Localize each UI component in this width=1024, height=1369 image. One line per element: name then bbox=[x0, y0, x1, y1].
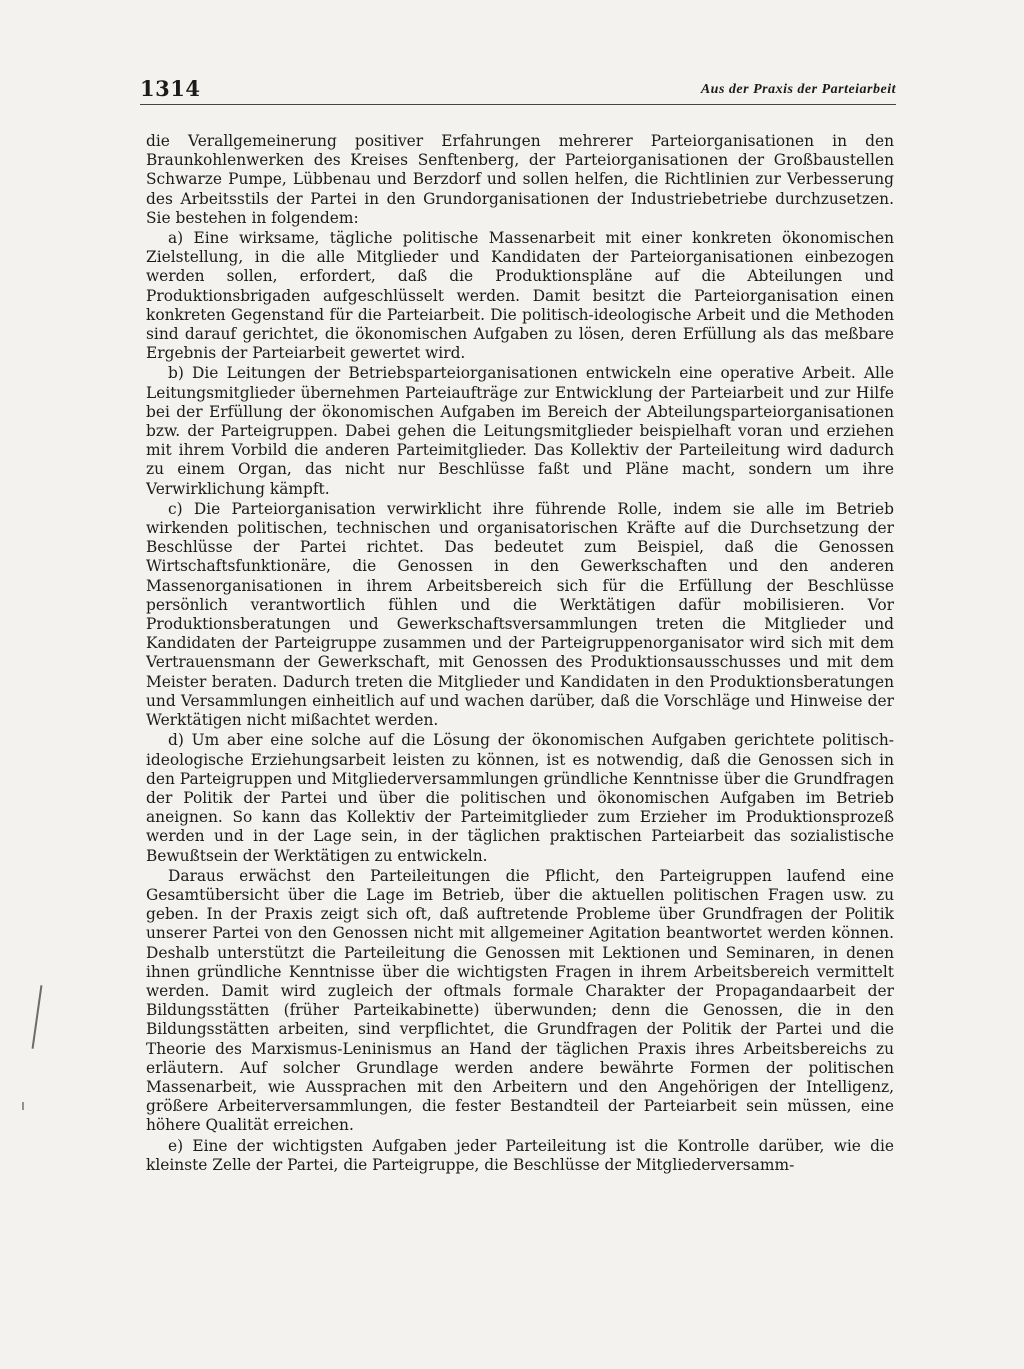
paragraph-d: d) Um aber eine solche auf die Lösung der ökonomischen Aufgaben gerichtete politisch-ideologische Erziehungsarbeit leisten zu können, ist es notwendig, daß die Genossen sich in den Parteigruppen und Mitgliederversammlungen gründliche Kenntnisse über die Grundfragen der Politik der Partei und über die politischen und ökonomischen Aufgaben im Betrieb aneignen. So kann das Kollektiv der Parteimitglieder zum Erzieher im Produktionsprozeß werden und in der Lage sein, in der täglichen praktischen Parteiarbeit das sozialistische Bewußtsein der Werktätigen zu entwickeln. bbox=[146, 731, 894, 865]
paragraph-daraus: Daraus erwächst den Parteileitungen die Pflicht, den Parteigruppen laufend eine Gesamtübersicht über die Lage im Betrieb, über die aktuellen politischen Fragen usw. zu geben. In der Praxis zeigt sich oft, daß auftretende Probleme über Grundfragen der Politik unserer Partei von den Genossen nicht mit allgemeiner Agitation beantwortet werden können. Deshalb unterstützt die Parteileitung die Genossen mit Lektionen und Seminaren, in denen ihnen gründliche Kenntnisse über die wichtigsten Fragen in ihrem Arbeitsbereich vermittelt werden. Damit wird zugleich der oftmals formale Charakter der Propagandaarbeit der Bildungsstätten (früher Parteikabinette) überwunden; denn die Genossen, die in den Bildungsstätten arbeiten, sind verpflichtet, die Grundfragen der Politik der Partei und die Theorie des Marxismus-Leninismus an Hand der täglichen Praxis ihres Arbeitsbereichs zu erläutern. Auf solcher Grundlage werden andere bewährte Formen der politischen Massenarbeit, wie Aussprachen mit den Arbeitern und den Angehörigen der Intelligenz, größere Arbeiterversammlungen, die fester Bestandteil der Parteiarbeit sein müssen, eine höhere Qualität erreichen. bbox=[146, 866, 894, 1135]
paragraph-e: e) Eine der wichtigsten Aufgaben jeder Parteileitung ist die Kontrolle darüber, wie die kleinste Zelle der Partei, die Parteigruppe, die Beschlüsse der Mitgliederversamm- bbox=[146, 1136, 894, 1174]
running-header: Aus der Praxis der Parteiarbeit bbox=[700, 82, 896, 97]
margin-scan-mark bbox=[32, 985, 43, 1049]
paragraph-a: a) Eine wirksame, tägliche politische Massenarbeit mit einer konkreten ökonomischen Zielstellung, in die alle Mitglieder und Kandidaten der Parteiorganisationen einbezogen werden sollen, erfordert, daß die Produktionspläne auf die Abteilungen und Produktionsbrigaden aufgeschlüsselt werden. Damit besitzt die Parteiorganisation einen konkreten Gegenstand für die Parteiarbeit. Die politisch-ideologische Arbeit und die Methoden sind darauf gerichtet, die ökonomischen Aufgaben zu lösen, deren Erfüllung als das meßbare Ergebnis der Parteiarbeit gewertet wird. bbox=[146, 229, 894, 363]
page-number: 1314 bbox=[140, 76, 201, 101]
margin-scan-mark bbox=[22, 1102, 24, 1110]
paragraph-intro: die Verallgemeinerung positiver Erfahrungen mehrerer Parteiorganisationen in den Braunkohlenwerken des Kreises Senftenberg, der Parteiorganisationen der Großbaustellen Schwarze Pumpe, Lübbenau und Berzdorf und sollen helfen, die Richtlinien zur Verbesserung des Arbeitsstils der Partei in den Grundorganisationen der Industriebetriebe durchzusetzen. Sie bestehen in folgendem: bbox=[146, 132, 894, 227]
paragraph-b: b) Die Leitungen der Betriebsparteiorganisationen entwickeln eine operative Arbeit. Alle Leitungsmitglieder übernehmen Parteiaufträge zur Entwicklung der Parteiarbeit und zur Hilfe bei der Erfüllung der ökonomischen Aufgaben im Bereich der Abteilungsparteiorganisationen bzw. der Parteigruppen. Dabei gehen die Leitungsmitglieder beispielhaft voran und erziehen mit ihrem Vorbild die anderen Parteimitglieder. Das Kollektiv der Parteileitung wird dadurch zu einem Organ, das nicht nur Beschlüsse faßt und Pläne macht, sondern um ihre Verwirklichung kämpft. bbox=[146, 364, 894, 498]
paragraph-c: c) Die Parteiorganisation verwirklicht ihre führende Rolle, indem sie alle im Betrieb wirkenden politischen, technischen und organisatorischen Kräfte auf die Durchsetzung der Beschlüsse der Partei richtet. Das bedeutet zum Beispiel, daß die Genossen Wirtschaftsfunktionäre, die Genossen in den Gewerkschaften und den anderen Massenorganisationen in ihrem Arbeitsbereich sich für die Erfüllung der Beschlüsse persönlich verantwortlich fühlen und die Werktätigen dafür mobilisieren. Vor Produktionsberatungen und Gewerkschaftsversammlungen treten die Mitglieder und Kandidaten der Parteigruppe zusammen und der Parteigruppenorganisator wird sich mit dem Vertrauensmann der Gewerkschaft, mit Genossen des Produktionsausschusses und mit dem Meister beraten. Dadurch treten die Mitglieder und Kandidaten in den Produktionsberatungen und Versammlungen einheitlich auf und wachen darüber, daß die Vorschläge und Hinweise der Werktätigen nicht mißachtet werden. bbox=[146, 499, 894, 730]
body-text bbox=[146, 132, 894, 1176]
header-rule bbox=[140, 104, 896, 105]
